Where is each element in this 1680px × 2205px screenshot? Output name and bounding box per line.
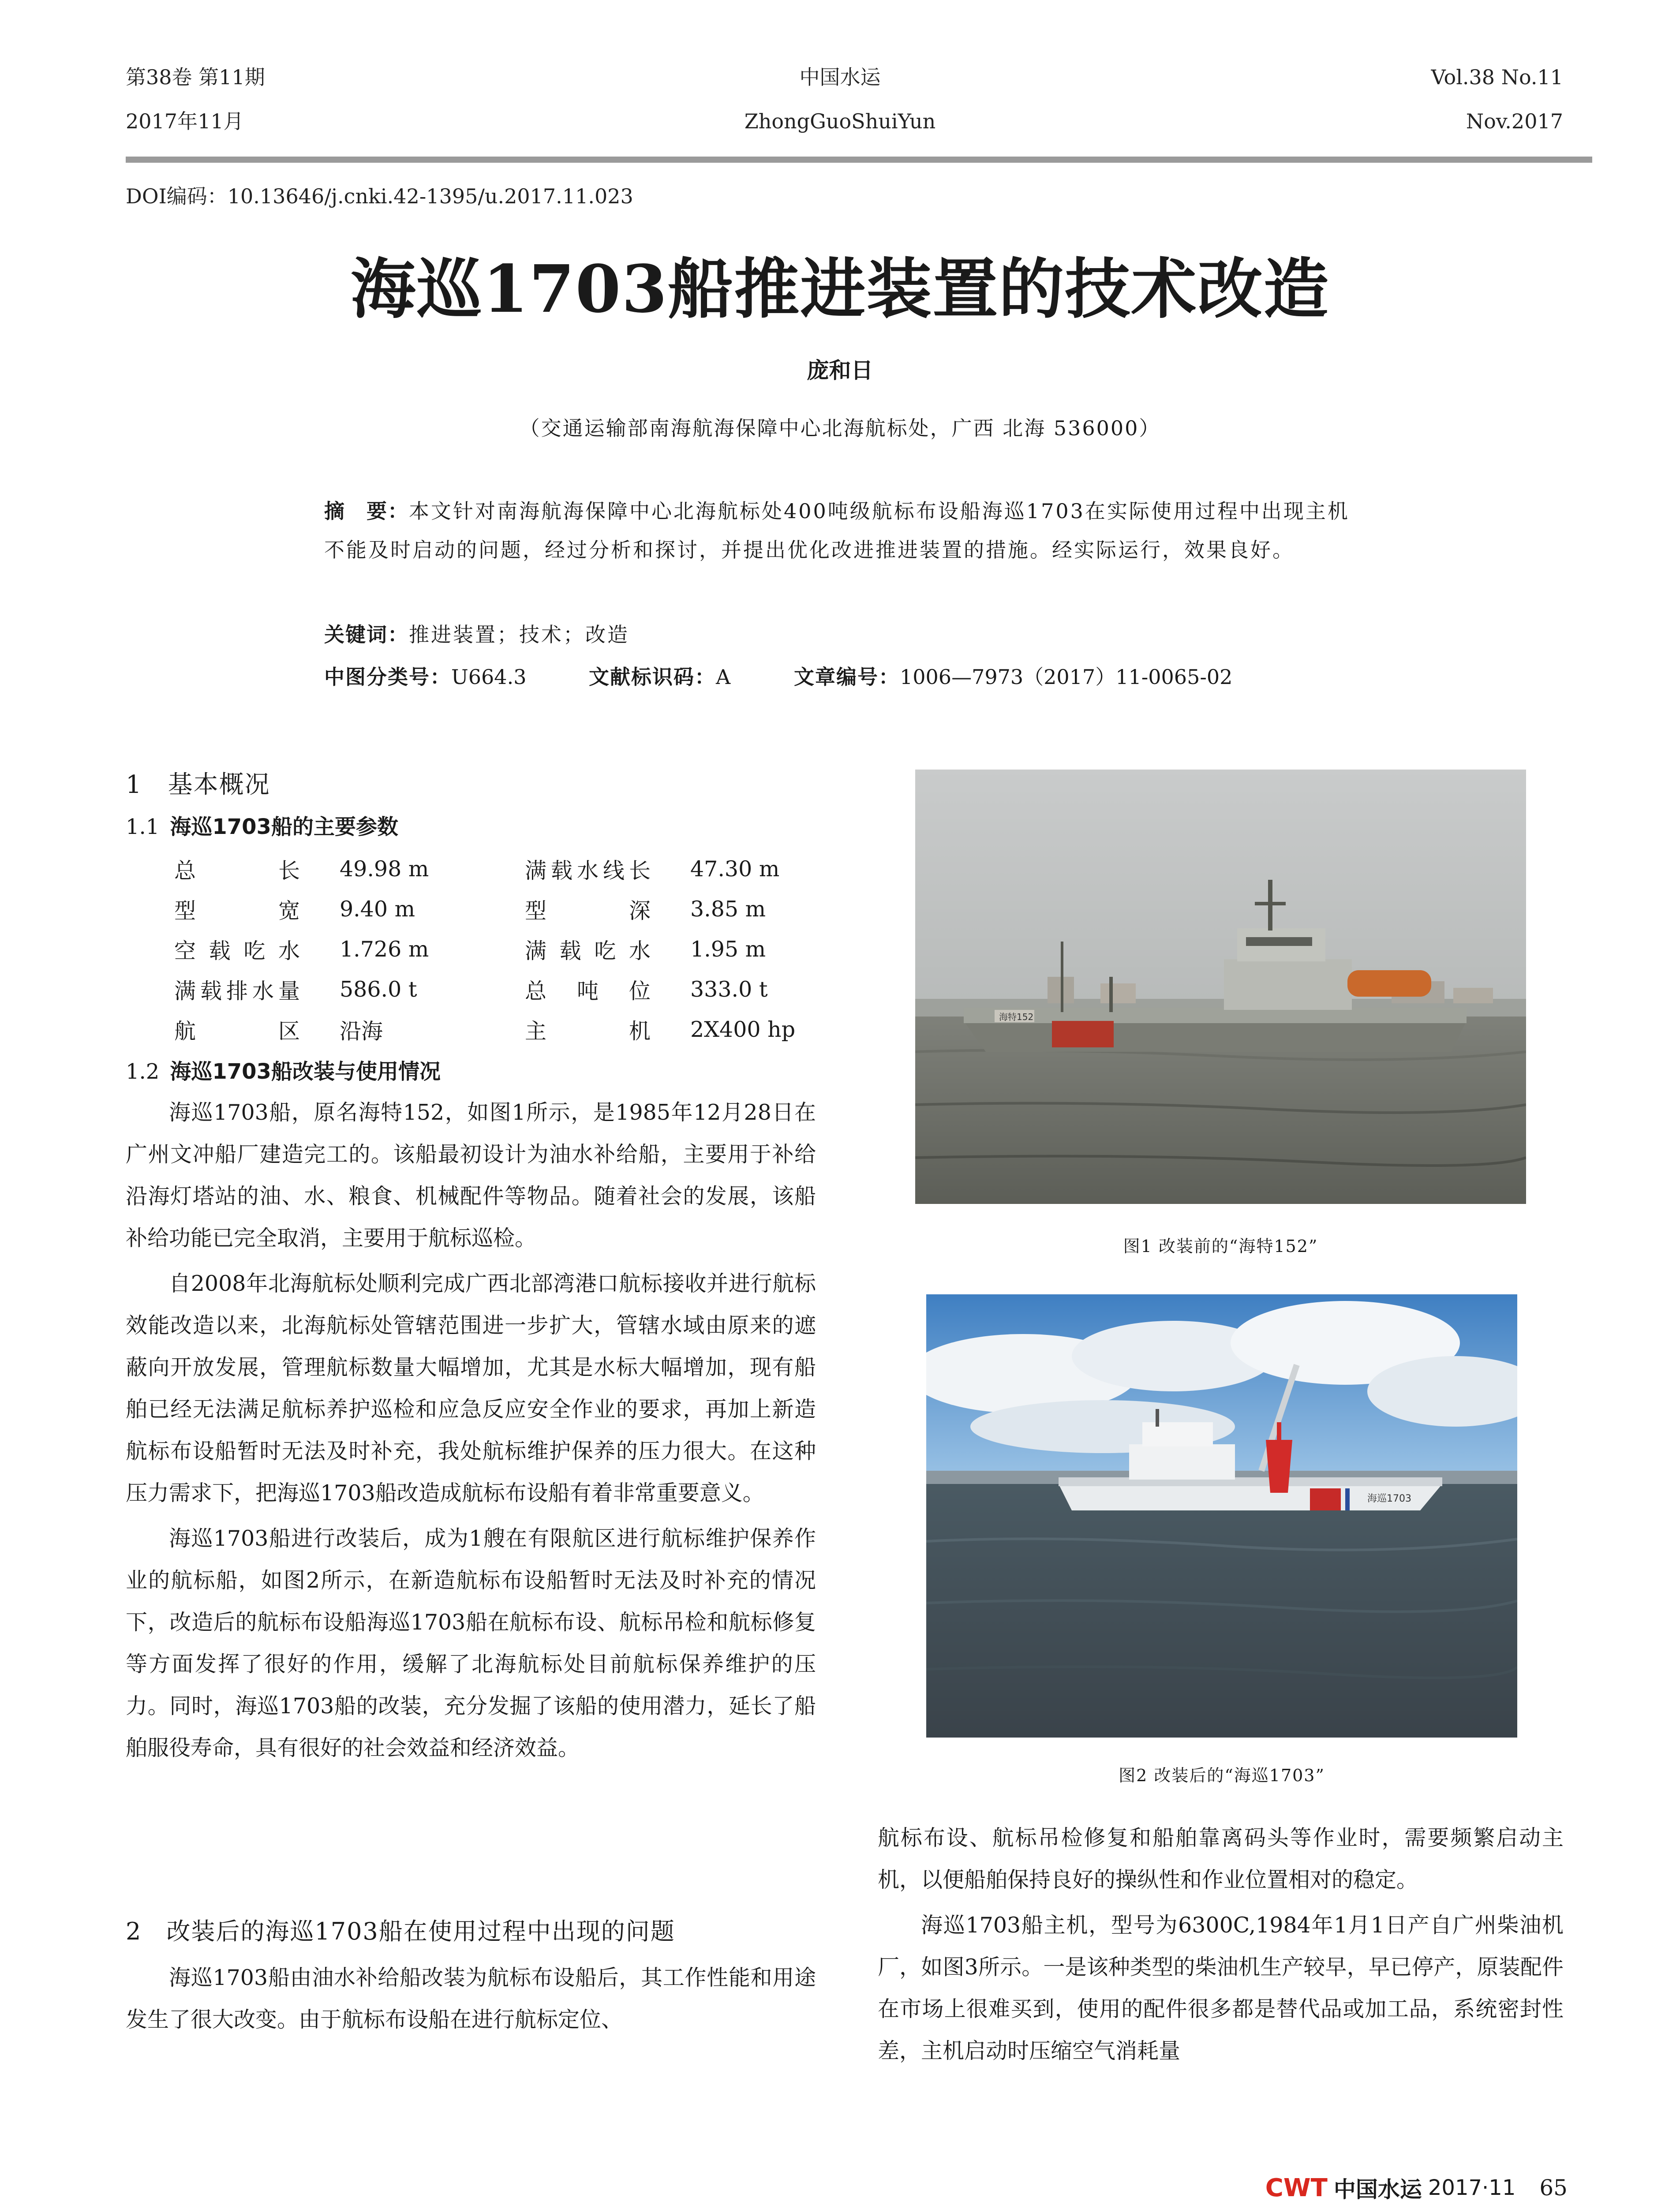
param-row xyxy=(174,849,876,889)
subsection-1-2-title: 海巡1703船改装与使用情况 xyxy=(170,1059,441,1084)
header-rule xyxy=(126,157,1592,163)
figure2-ship-image xyxy=(926,1294,1517,1738)
affiliation: （交通运输部南海航海保障中心北海航标处，广西 北海 536000） xyxy=(519,416,1161,440)
param-value: 1.95 m xyxy=(690,937,766,962)
section1-heading: 1 基本概况 xyxy=(126,770,270,799)
figure1-photo xyxy=(915,770,1526,1204)
figure1-hull-text: 海特152 xyxy=(999,1012,1034,1022)
param-value: 9.40 m xyxy=(340,897,415,922)
figure2-hull-text: 海巡1703 xyxy=(1367,1493,1411,1504)
param-label: 满载排水量 xyxy=(174,978,300,1004)
figure1-caption: 图1 改装前的“海特152” xyxy=(1123,1237,1318,1256)
paragraph-2-b: 海巡1703船主机，型号为6300C,1984年1月1日产自广州柴油机厂，如图3所示。一是该种类型的柴油机生产较早，早已停产，原装配件在市场上很难买到，使用的配件很多都是替代品或加工品，系统密封性差，主机启动时压缩空气消耗量 xyxy=(878,1913,1564,2063)
right-column-body xyxy=(878,1817,1564,2072)
keywords xyxy=(324,615,1356,654)
classification-row xyxy=(324,664,526,690)
doi: DOI编码：10.13646/j.cnki.42-1395/u.2017.11.023 xyxy=(126,184,633,208)
param-label: 型深 xyxy=(525,898,651,923)
paragraph-1-2-c: 海巡1703船进行改装后，成为1艘在有限航区进行航标维护保养作业的航标船，如图2所示，在新造航标布设船暂时无法及时补充的情况下，改造后的航标布设船海巡1703船在航标布设、航标吊检和航标修复等方面发挥了很好的作用，缓解了北海航标处目前航标保养维护的压力。同时，海巡1703船的改装，充分发掘了该船的使用潜力，延长了船舶服役寿命，具有很好的社会效益和经济效益。 xyxy=(126,1526,816,1760)
param-row xyxy=(174,929,876,969)
param-row xyxy=(174,1009,876,1050)
param-value: 2X400 hp xyxy=(690,1017,796,1042)
clc-value: U664.3 xyxy=(451,665,527,689)
abstract-text: 本文针对南海航海保障中心北海航标处400吨级航标布设船海巡1703在实际使用过程中出现主机不能及时启动的问题，经过分析和探讨，并提出优化改进推进装置的措施。经实际运行，效果良好。 xyxy=(324,499,1350,562)
header-volume: 第38卷 第11期 xyxy=(126,65,265,89)
paragraph-1-2-a: 海巡1703船，原名海特152，如图1所示，是1985年12月28日在广州文冲船厂建造完工的。该船最初设计为油水补给船，主要用于补给沿海灯塔站的油、水、粮食、机械配件等物品。随着社会的发展，该船补给功能已完全取消，主要用于航标巡检。 xyxy=(126,1100,816,1251)
param-value: 333.0 t xyxy=(690,977,768,1002)
art-label: 文章编号： xyxy=(794,665,900,689)
paragraph-2-a-right: 航标布设、航标吊检修复和船舶靠离码头等作业时，需要频繁启动主机，以便船舶保持良好的操纵性和作业位置相对的稳定。 xyxy=(878,1825,1564,1892)
figure2-caption: 图2 改装后的“海巡1703” xyxy=(1119,1766,1325,1785)
abstract-label: 摘 要： xyxy=(324,499,409,523)
abstract xyxy=(324,492,1356,569)
art-value: 1006—7973（2017）11-0065-02 xyxy=(900,665,1233,689)
paragraph-2-a-left: 海巡1703船由油水补给船改装为航标布设船后，其工作性能和用途发生了很大改变。由于航标布设船在进行航标定位、 xyxy=(126,1965,816,2032)
subsection-1-1-number: 1.1 xyxy=(126,815,160,839)
left-column-body xyxy=(126,1091,816,1769)
param-label: 航区 xyxy=(174,1018,300,1044)
subsection-1-2-number: 1.2 xyxy=(126,1059,160,1084)
article-number xyxy=(794,664,1232,690)
figure2-photo xyxy=(926,1294,1517,1738)
footer-issue: 2017·11 xyxy=(1428,2175,1516,2200)
subsection-1-2 xyxy=(126,1056,441,1087)
page-number: 65 xyxy=(1539,2175,1568,2201)
paragraph-1-2-b: 自2008年北海航标处顺利完成广西北部湾港口航标接收并进行航标效能改造以来，北海航标处管辖范围进一步扩大，管辖水域由原来的遮蔽向开放发展，管理航标数量大幅增加，尤其是水标大幅增加，现有船舶已经无法满足航标养护巡检和应急反应安全作业的要求，再加上新造航标布设船暂时无法及时补充，我处航标维护保养的压力很大。在这种压力需求下，把海巡1703船改造成航标布设船有着非常重要意义。 xyxy=(126,1271,816,1506)
subsection-1-1-title: 海巡1703船的主要参数 xyxy=(170,815,398,839)
footer-logo-text: CWT xyxy=(1265,2173,1328,2202)
param-label: 满载水线长 xyxy=(525,858,651,883)
footer xyxy=(1265,2172,1568,2204)
param-row xyxy=(174,969,876,1009)
keywords-text: 推进装置；技术；改造 xyxy=(409,623,629,647)
header-journal-pinyin: ZhongGuoShuiYun xyxy=(744,109,936,133)
param-value: 3.85 m xyxy=(690,897,766,922)
param-value: 586.0 t xyxy=(340,977,417,1002)
doc-code xyxy=(589,664,730,690)
param-value: 沿海 xyxy=(340,1018,383,1044)
param-row xyxy=(174,889,876,929)
author: 庞和日 xyxy=(807,358,873,383)
param-label: 主机 xyxy=(525,1018,651,1044)
header-date: 2017年11月 xyxy=(126,109,244,133)
section2-left-body xyxy=(126,1957,816,2041)
param-value: 49.98 m xyxy=(340,856,429,882)
section2-heading: 2 改装后的海巡1703船在使用过程中出现的问题 xyxy=(126,1917,675,1945)
doc-label: 文献标识码： xyxy=(589,665,716,689)
ship-params-table xyxy=(174,849,876,1050)
clc-label: 中图分类号： xyxy=(324,665,451,689)
figure1-ship-image xyxy=(915,770,1526,1204)
header-journal-cn: 中国水运 xyxy=(799,65,881,89)
param-label: 总吨位 xyxy=(525,978,651,1004)
footer-logo xyxy=(1265,2174,1328,2202)
param-label: 空载吃水 xyxy=(174,938,300,964)
header-date-en: Nov.2017 xyxy=(1466,109,1563,133)
doc-value: A xyxy=(716,665,731,689)
param-label: 总长 xyxy=(174,858,300,883)
header-vol-en: Vol.38 No.11 xyxy=(1431,65,1563,89)
keywords-label: 关键词： xyxy=(324,623,409,647)
footer-journal: 中国水运 xyxy=(1333,2177,1422,2202)
article-title: 海巡1703船推进装置的技术改造 xyxy=(350,250,1330,327)
param-label: 满载吃水 xyxy=(525,938,651,964)
param-value: 1.726 m xyxy=(340,937,429,962)
param-value: 47.30 m xyxy=(690,856,780,882)
subsection-1-1 xyxy=(126,811,398,842)
param-label: 型宽 xyxy=(174,898,300,923)
